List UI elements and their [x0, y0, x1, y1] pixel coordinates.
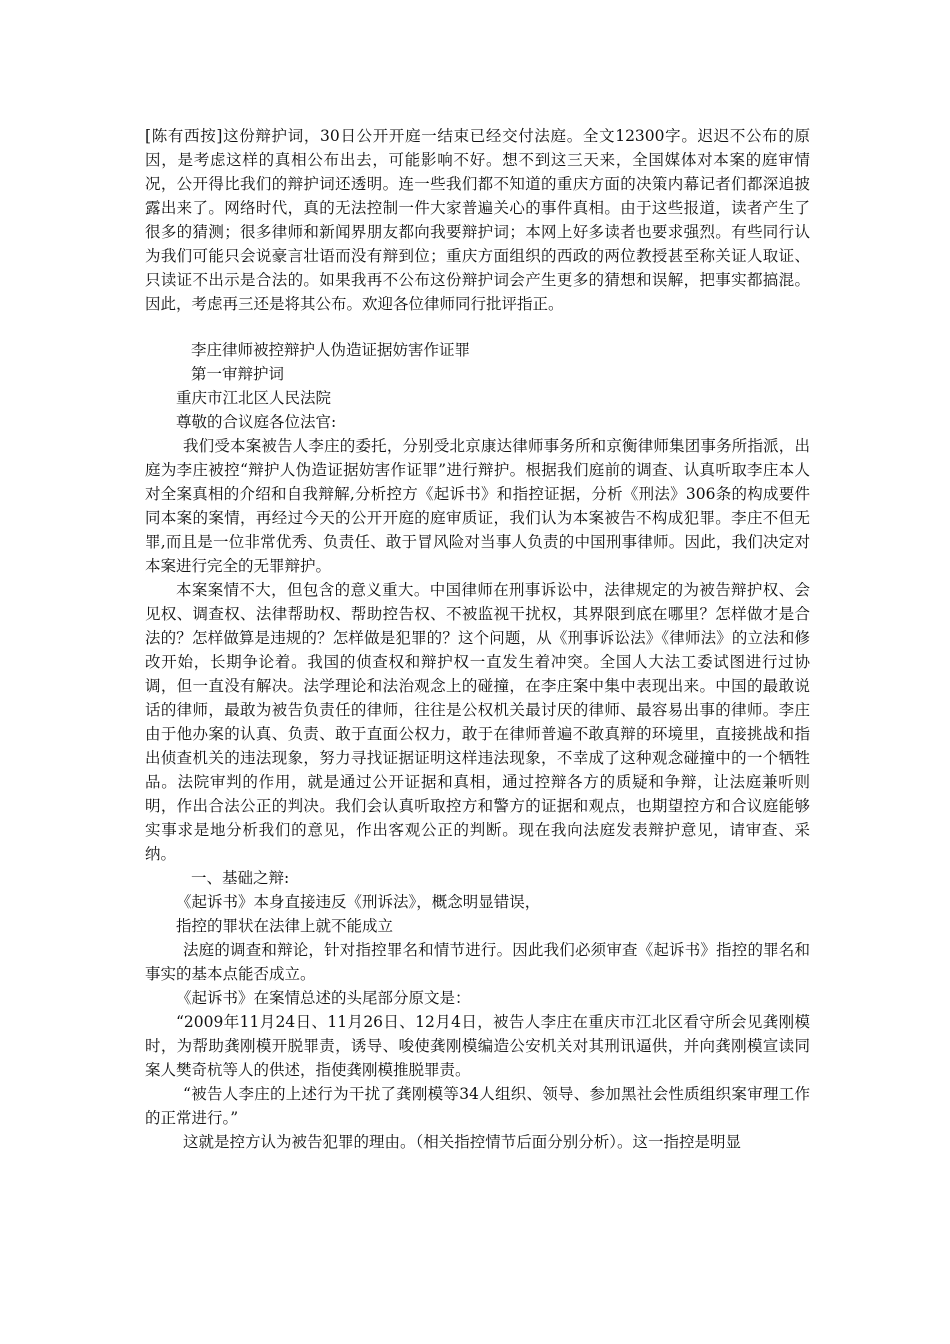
court-name: 重庆市江北区人民法院	[176, 389, 332, 407]
section-subheading-1: 《起诉书》本身直接违反《刑诉法》，概念明显错误，	[176, 893, 541, 911]
document-subtitle: 第一审辩护词	[191, 365, 285, 383]
indictment-quote-2: “被告人李庄的上述行为干扰了龚刚模等34人组织、领导、参加黑社会性质组织案审理工作的正常进行。”	[145, 1085, 810, 1127]
document-title: 李庄律师被控辩护人伪造证据妨害作证罪	[191, 341, 471, 359]
document-page	[145, 124, 810, 1154]
section-subheading-2: 指控的罪状在法律上就不能成立	[176, 917, 394, 935]
editor-note: [陈有西按]这份辩护词，30日公开开庭一结束已经交付法庭。全文12300字。迟迟不公布的原因，是考虑这样的真相公布出去，可能影响不好。想不到这三天来，全国媒体对本案的庭审情况，公开得比我们的辩护词还透明。连一些我们都不知道的重庆方面的决策内幕记者们都深追披露出来了。网络时代，真的无法控制一件大家普遍关心的事件真相。由于这些报道，读者产生了很多的猜测；很多律师和新闻界朋友都向我要辩护词；本网上好多读者也要求强烈。有些同行认为我们可能只会说豪言壮语而没有辩到位；重庆方面组织的西政的两位教授甚至称关证人取证、只读证不出示是合法的。如果我再不公布这份辩护词会产生更多的猜想和误解，把事实都搞混。因此，考虑再三还是将其公布。欢迎各位律师同行批评指正。	[145, 127, 810, 313]
paragraph-significance: 本案案情不大，但包含的意义重大。中国律师在刑事诉讼中，法律规定的为被告辩护权、会见权、调查权、法律帮助权、帮助控告权、不被监视干扰权，其界限到底在哪里？怎样做才是合法的？怎样做算是违规的？怎样做是犯罪的？这个问题，从《刑事诉讼法》《律师法》的立法和修改开始，长期争论着。我国的侦查权和辩护权一直发生着冲突。全国人大法工委试图进行过协调，但一直没有解决。法学理论和法治观念上的碰撞，在李庄案中集中表现出来。中国的最敢说话的律师，最敢为被告负责任的律师，往往是公权机关最讨厌的律师、最容易出事的律师。李庄由于他办案的认真、负责、敢于直面公权力，敢于在律师普遍不敢真辩的环境里，直接挑战和指出侦查机关的违法现象，努力寻找证据证明这样违法现象，不幸成了这种观念碰撞中的一个牺牲品。法院审判的作用，就是通过公开证据和真相，通过控辩各方的质疑和争辩，让法庭兼听则明，作出合法公正的判决。我们会认真听取控方和警方的证据和观点，也期望控方和合议庭能够实事求是地分析我们的意见，作出客观公正的判断。现在我向法庭发表辩护意见，请审查、采纳。	[145, 581, 810, 863]
spacer	[145, 316, 810, 338]
indictment-quote-1: “2009年11月24日、11月26日、12月4日，被告人李庄在重庆市江北区看守所会见龚刚模时，为帮助龚刚模开脱罪责，诱导、唆使龚刚模编造公安机关对其刑讯逼供，并向龚刚模宣读同案人樊奇杭等人的供述，指使龚刚模推脱罪责。	[145, 1013, 810, 1079]
paragraph-reason: 这就是控方认为被告犯罪的理由。（相关指控情节后面分别分析）。这一指控是明显	[183, 1133, 742, 1151]
section-heading: 一、基础之辩:	[191, 869, 290, 887]
paragraph-indictment-intro: 《起诉书》在案情总述的头尾部分原文是：	[176, 989, 471, 1007]
salutation: 尊敬的合议庭各位法官:	[176, 413, 337, 431]
paragraph-commission: 我们受本案被告人李庄的委托，分别受北京康达律师事务所和京衡律师集团事务所指派，出庭为李庄被控“辩护人伪造证据妨害作证罪”进行辩护。根据我们庭前的调查、认真听取李庄本人对全案真相的介绍和自我辩解,分析控方《起诉书》和指控证据，分析《刑法》306条的构成要件同本案的案情，再经过今天的公开开庭的庭审质证，我们认为本案被告不构成犯罪。李庄不但无罪,而且是一位非常优秀、负责任、敢于冒风险对当事人负责的中国刑事律师。因此，我们决定对本案进行完全的无罪辩护。	[145, 437, 810, 575]
paragraph-review: 法庭的调查和辩论，针对指控罪名和情节进行。因此我们必须审查《起诉书》指控的罪名和事实的基本点能否成立。	[145, 941, 810, 983]
